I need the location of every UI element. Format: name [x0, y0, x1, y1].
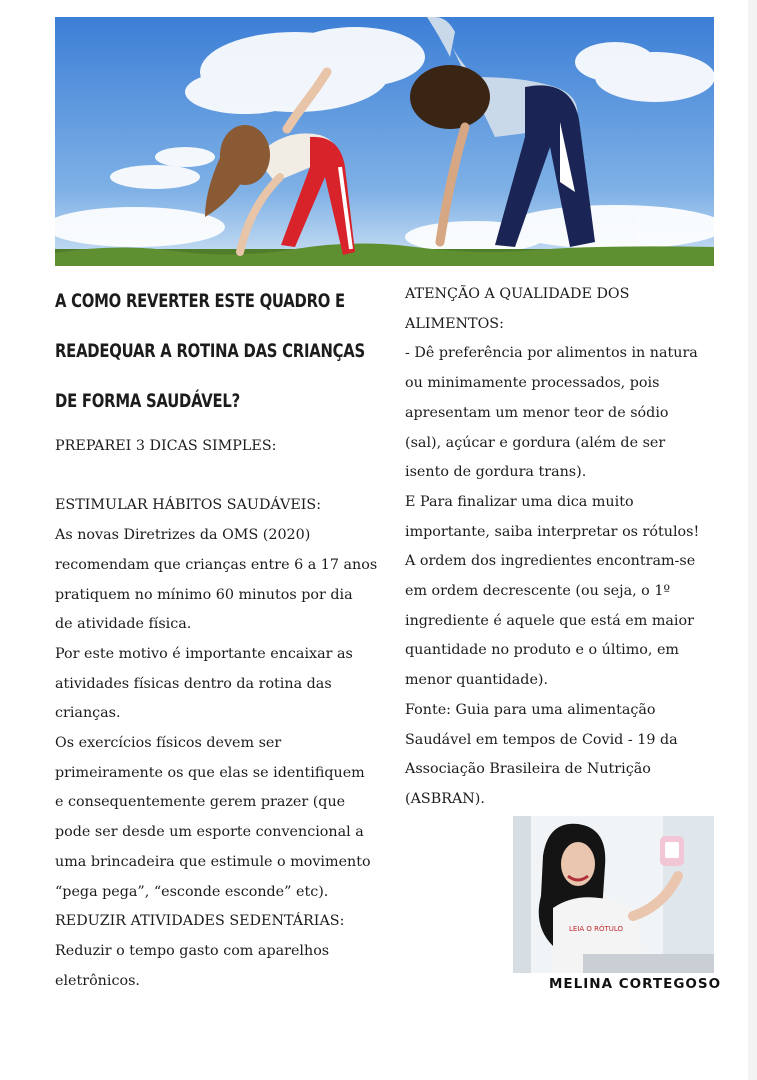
text-line: importante, saiba interpretar os rótulos!	[405, 523, 700, 540]
text-line: ou minimamente processados, pois	[405, 375, 660, 392]
text-line: ALIMENTOS:	[405, 315, 504, 332]
text-line: eletrônicos.	[55, 972, 140, 989]
shirt-print: LEIA O RÓTULO	[569, 925, 624, 933]
text-line: PREPAREI 3 DICAS SIMPLES:	[55, 438, 277, 454]
right-column	[405, 280, 699, 815]
text-line: crianças.	[55, 705, 121, 722]
text-line: Fonte: Guia para uma alimentação	[405, 701, 656, 718]
heading-line-2: READEQUAR A ROTINA DAS CRIANÇAS	[55, 340, 365, 362]
text-line: recomendam que crianças entre 6 a 17 anos	[55, 556, 378, 573]
heading-line-1: A COMO REVERTER ESTE QUADRO E	[55, 290, 345, 312]
text-line: REDUZIR ATIVIDADES SEDENTÁRIAS:	[55, 913, 345, 930]
text-line: (ASBRAN).	[405, 790, 485, 807]
text-line: E Para finalizar uma dica muito	[405, 493, 634, 510]
page-edge	[748, 0, 757, 1080]
text-line: quantidade no produto e o último, em	[405, 642, 679, 659]
text-line: ATENÇÃO A QUALIDADE DOS	[405, 286, 630, 302]
text-line: “pega pega”, “esconde esconde” etc).	[55, 883, 329, 900]
article-heading	[55, 282, 365, 432]
left-column	[55, 432, 377, 996]
text-line: Associação Brasileira de Nutrição	[405, 761, 651, 778]
text-line: apresentam um menor teor de sódio	[405, 404, 669, 421]
text-line: primeiramente os que elas se identifiquem	[55, 764, 365, 781]
text-line: isento de gordura trans).	[405, 464, 587, 481]
text-line: As novas Diretrizes da OMS (2020)	[55, 527, 311, 544]
text-line: pratiquem no mínimo 60 minutos por dia	[55, 586, 353, 603]
heading-line-3: DE FORMA SAUDÁVEL?	[55, 390, 241, 412]
author-photo	[513, 816, 714, 973]
text-line: ingrediente é aquele que está em maior	[405, 612, 694, 629]
text-line: de atividade física.	[55, 616, 192, 633]
text-line: ESTIMULAR HÁBITOS SAUDÁVEIS:	[55, 497, 322, 514]
text-line	[55, 462, 377, 492]
author-name: MELINA CORTEGOSO	[549, 976, 722, 992]
text-line: menor quantidade).	[405, 672, 549, 689]
text-line: em ordem decrescente (ou seja, o 1º	[405, 583, 671, 600]
text-line: - Dê preferência por alimentos in natura	[405, 345, 698, 362]
text-line: Os exercícios físicos devem ser	[55, 735, 282, 752]
text-line: Por este motivo é importante encaixar as	[55, 645, 353, 662]
text-line: e consequentemente gerem prazer (que	[55, 794, 346, 811]
text-line: Saudável em tempos de Covid - 19 da	[405, 731, 678, 748]
hero-image	[55, 17, 714, 266]
text-line: A ordem dos ingredientes encontram-se	[405, 553, 696, 570]
text-line: atividades físicas dentro da rotina das	[55, 675, 332, 692]
text-line: (sal), açúcar e gordura (além de ser	[405, 434, 666, 451]
text-line: pode ser desde um esporte convencional a	[55, 824, 364, 841]
text-line: uma brincadeira que estimule o movimento	[55, 853, 371, 870]
text-line: Reduzir o tempo gasto com aparelhos	[55, 942, 330, 959]
